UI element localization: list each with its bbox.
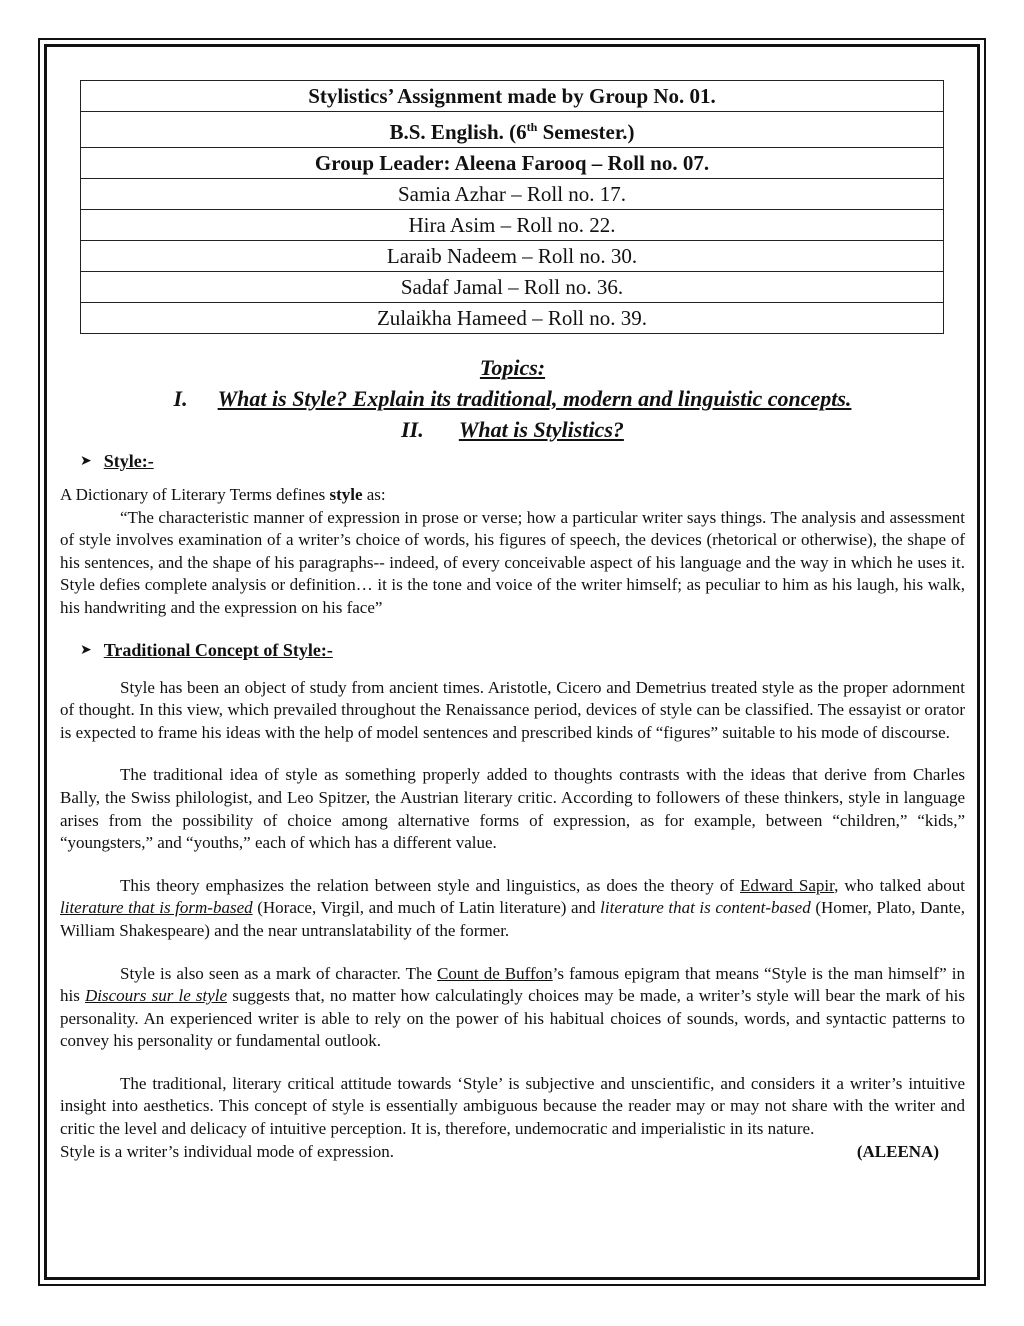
closing-line bbox=[60, 1141, 965, 1163]
member-row: Laraib Nadeem – Roll no. 30. bbox=[81, 241, 944, 272]
topic-number: II. bbox=[401, 417, 424, 442]
member-row: Hira Asim – Roll no. 22. bbox=[81, 210, 944, 241]
group-leader: Group Leader: Aleena Farooq – Roll no. 07. bbox=[81, 148, 944, 179]
paragraph: Style is also seen as a mark of character. The Count de Buffon’s famous epigram that means “Style is the man himself” in his Discours sur le style suggests that, no matter how calculatingly choices may be made, a writer’s style will bear the mark of his personality. An experienced writer is able to rely on the power of his habitual choices of sounds, words, and syntactic patterns to convey his personality or fundamental outlook. bbox=[60, 963, 966, 1051]
paragraph: Style has been an object of study from ancient times. Aristotle, Cicero and Demetrius treated style as the proper adornment of thought. In this view, which prevailed throughout the Renaissance period, devices of style can be classified. The essayist or orator is expected to frame his ideas with the help of model sentences and prescribed kinds of “figures” suitable to his mode of discourse. bbox=[60, 677, 965, 742]
section-heading-traditional: ➤ Traditional Concept of Style:- bbox=[80, 639, 333, 660]
topic-text: What is Style? Explain its traditional, modern and linguistic concepts. bbox=[217, 386, 852, 411]
topic-item bbox=[60, 414, 965, 445]
assignment-title: Stylistics’ Assignment made by Group No. 01. bbox=[81, 81, 944, 112]
member-row: Zulaikha Hameed – Roll no. 39. bbox=[81, 303, 944, 334]
edward-sapir-link[interactable]: Edward Sapir bbox=[740, 875, 835, 895]
discours-sur-le-style-link[interactable]: Discours sur le style bbox=[85, 986, 228, 1006]
arrow-bullet-icon: ➤ bbox=[80, 642, 92, 658]
section-heading-style: ➤ Style:- bbox=[80, 451, 154, 471]
style-definition-quote: “The characteristic manner of expression in prose or verse; how a particular writer says things. The analysis and assessment of style involves examination of a writer’s choice of words, his figures of speech, the devices (rhetorical or otherwise), the shape of his sentences, and the shape of his paragraphs-- indeed, of every conceivable aspect of his language and the way in which he uses it. Style defies complete analysis or definition… it is the tone and voice of the writer himself; as peculiar to him as his laugh, his walk, his handwriting and the expression on his face” bbox=[60, 507, 965, 617]
member-row: Samia Azhar – Roll no. 17. bbox=[81, 179, 944, 210]
member-row: Sadaf Jamal – Roll no. 36. bbox=[81, 272, 944, 303]
topic-text: What is Stylistics? bbox=[458, 417, 624, 442]
form-based-link[interactable]: literature that is form-based bbox=[60, 898, 253, 918]
arrow-bullet-icon: ➤ bbox=[80, 454, 92, 469]
closing-statement: Style is a writer’s individual mode of expression. bbox=[60, 1141, 394, 1161]
author-signature: (ALEENA) bbox=[856, 1141, 939, 1161]
document-body bbox=[60, 80, 965, 1163]
topic-number: I. bbox=[173, 386, 188, 411]
topic-item bbox=[60, 383, 965, 414]
program-line: B.S. English. (6th Semester.) bbox=[81, 112, 944, 148]
paragraph: The traditional, literary critical attitude towards ‘Style’ is subjective and unscientific, and considers it a writer’s intuitive insight into aesthetics. This concept of style is essentially ambiguous because the reader may or may not share with the writer and critic the level and delicacy of intuitive perception. It is, therefore, undemocratic and imperialistic in its nature. bbox=[60, 1073, 965, 1139]
style-intro: A Dictionary of Literary Terms defines style as: bbox=[60, 485, 386, 504]
paragraph: The traditional idea of style as something properly added to thoughts contrasts with the ideas that derive from Charles Bally, the Swiss philologist, and Leo Spitzer, the Austrian literary critic. According to followers of these thinkers, style in language arises from the possibility of choice among alternative forms of expression, as for example, between “children,” “kids,” “youngsters,” and “youths,” each of which has a different value. bbox=[60, 765, 965, 853]
topics-label: Topics: bbox=[479, 355, 546, 380]
header-table bbox=[80, 80, 944, 334]
topics-block bbox=[60, 352, 965, 445]
paragraph: This theory emphasizes the relation between style and linguistics, as does the theory of Edward Sapir, who talked about literature that is form-based (Horace, Virgil, and much of Latin literature) and literature that is content-based (Homer, Plato, Dante, William Shakespeare) and the near untranslatability of the former. bbox=[60, 875, 966, 940]
count-de-buffon-link[interactable]: Count de Buffon bbox=[437, 963, 553, 983]
